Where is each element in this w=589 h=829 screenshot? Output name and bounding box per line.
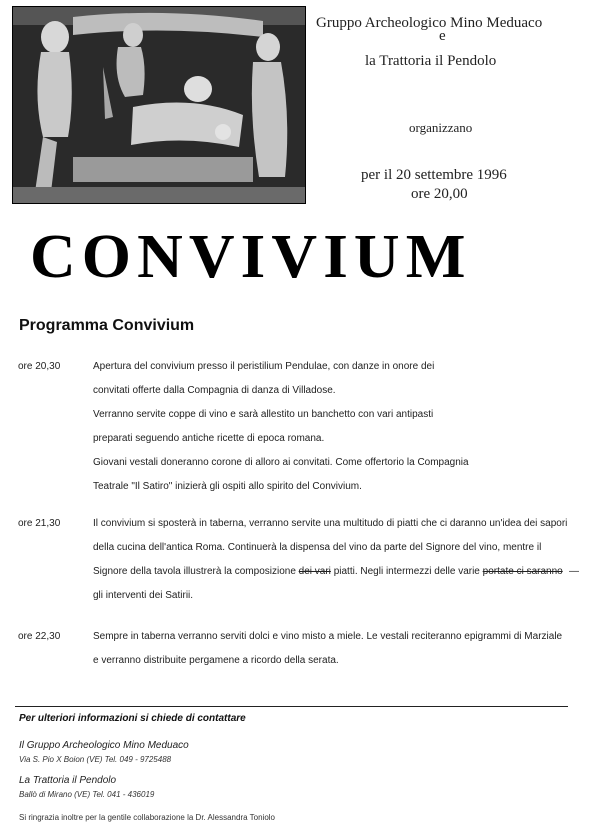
session-line: Teatrale "Il Satiro" inizierà gli ospiti allo spirito del Convivium. [93,481,362,492]
organizer-1: Gruppo Archeologico Mino Meduaco [316,15,543,31]
line-text: Signore della tavola illustrerà la composizione [93,566,296,577]
session-description [93,631,583,679]
session-time: ore 21,30 [18,518,61,529]
event-date: per il 20 settembre 1996 [361,167,507,183]
event-title-logo: CONVIVIUM [30,223,472,291]
event-time: ore 20,00 [411,186,468,202]
contact-gruppo-name: Il Gruppo Archeologico Mino Meduaco [19,740,189,751]
session-line: Verranno servite coppe di vino e sarà allestito un banchetto con vari antipasti [93,409,434,420]
contact-trattoria-name: La Trattoria il Pendolo [19,775,117,786]
session-line: Il convivium si sposterà in taberna, verranno servite una multitudo di piatti che ci daranno un'idea dei sapori [93,518,568,529]
session-line: Apertura del convivium presso il peristilium Pendulae, con danze in onore dei [93,361,435,372]
session-line: della cucina dell'antica Roma. Continuerà la dispensa del vino da parte del Signore del vino, mentre il [93,542,542,553]
session-time: ore 22,30 [18,631,61,642]
session-line [93,566,583,590]
line-text: piatti. Negli intermezzi delle varie [330,566,483,577]
session-line: convitati offerte dalla Compagnia di danza di Villadose. [93,385,336,396]
session-line: e verranno distribuite pergamene a ricordo della serata. [93,655,339,666]
struck-text: dei vari [298,566,331,577]
session-line: gli interventi dei Satirii. [93,590,194,601]
organizer-2: la Trattoria il Pendolo [365,53,497,69]
session-description [93,361,583,505]
program-title: Programma Convivium [19,317,195,334]
struck-text: portate ci saranno [482,566,563,577]
roman-relief-image [12,6,306,204]
session-description [93,518,583,614]
session-line: preparati seguendo antiche ricette di epoca romana. [93,433,325,444]
session-line: Sempre in taberna verranno serviti dolci e vino misto a miele. Le vestali reciteranno epigrammi di Marziale [93,631,563,642]
margin-dash: — [569,566,579,577]
acknowledgement: Si ringrazia inoltre per la gentile collaborazione la Dr. Alessandra Toniolo [19,813,275,822]
divider [15,706,568,707]
conjunction: e [439,28,446,44]
session-line: Giovani vestali doneranno corone di alloro ai convitati. Come offertorio la Compagnia [93,457,469,468]
organizzano-text: organizzano [409,120,473,135]
contact-heading: Per ulteriori informazioni si chiede di contattare [19,713,246,724]
contact-gruppo-address: Via S. Pio X Boion (VE) Tel. 049 - 9725488 [19,755,172,764]
session-time: ore 20,30 [18,361,61,372]
contact-trattoria-address: Ballò di Mirano (VE) Tel. 041 - 436019 [19,790,155,799]
